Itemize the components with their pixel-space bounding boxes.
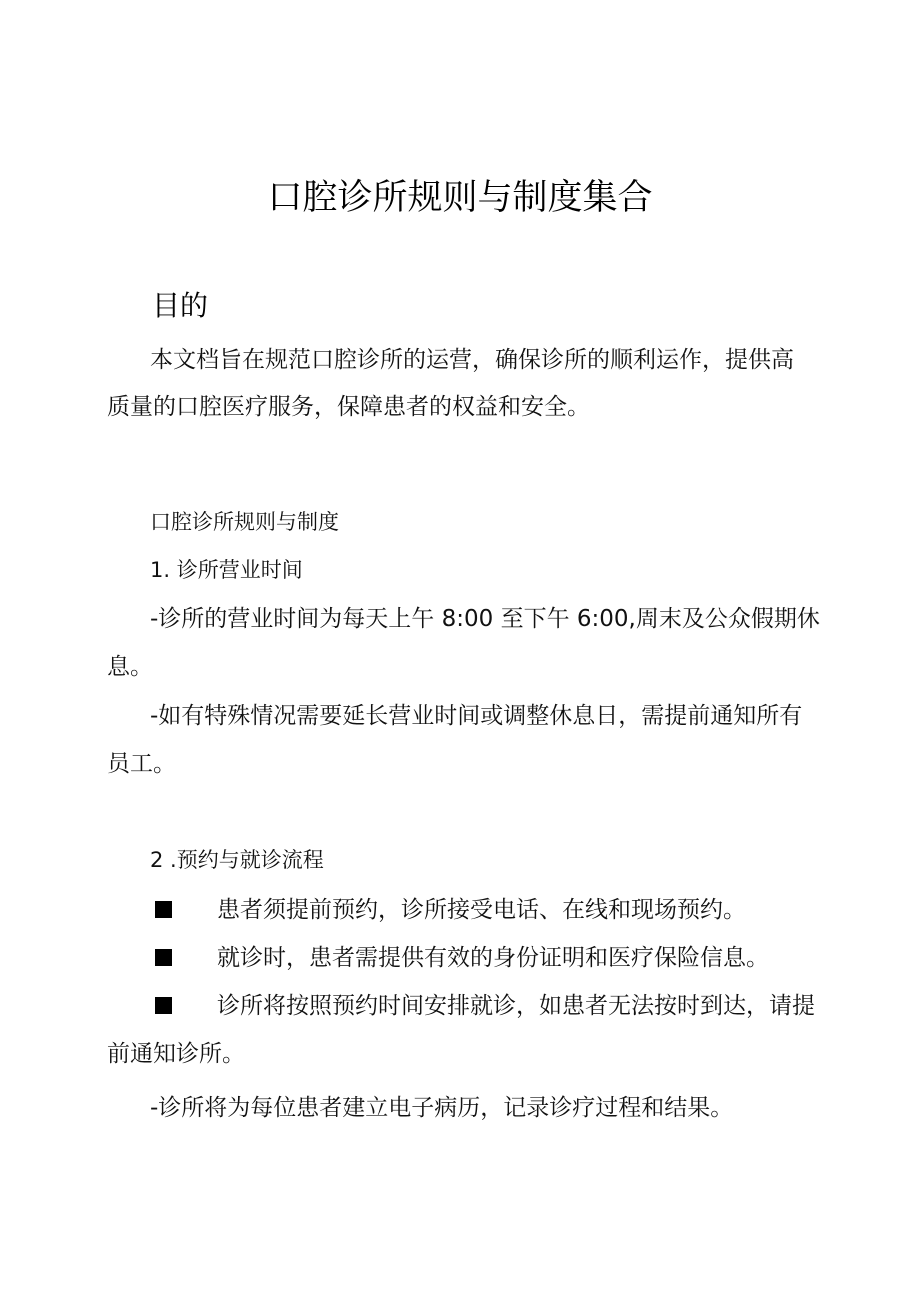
section2-bullet-2: 就诊时，患者需提供有效的身份证明和医疗保险信息。 [217,945,769,971]
section1-item1-line2: 息。 [107,654,153,680]
section-title: 口腔诊所规则与制度 [150,510,339,534]
purpose-heading: 目的 [152,289,209,322]
section2-bullet-3-cont: 前通知诊所。 [107,1041,245,1067]
bullet-square-icon [155,901,172,918]
section1-item1-line1: -诊所的营业时间为每天上午 8:00 至下午 6:00,周末及公众假期休 [150,606,820,632]
bullet-square-icon [155,949,172,966]
purpose-line-1: 本文档旨在规范口腔诊所的运营，确保诊所的顺利运作，提供高 [150,347,794,373]
section2-heading: 2 .预约与就诊流程 [150,848,324,872]
section2-bullet-3: 诊所将按照预约时间安排就诊，如患者无法按时到达，请提 [217,993,815,1019]
section1-heading: 1. 诊所营业时间 [150,558,303,582]
section1-item2-line1: -如有特殊情况需要延长营业时间或调整休息日，需提前通知所有 [150,703,803,729]
bullet-square-icon [155,997,172,1014]
document-title: 口腔诊所规则与制度集合 [267,178,653,218]
purpose-line-2: 质量的口腔医疗服务，保障患者的权益和安全。 [107,394,590,420]
section2-bullet-1: 患者须提前预约，诊所接受电话、在线和现场预约。 [217,897,746,923]
section2-item: -诊所将为每位患者建立电子病历，记录诊疗过程和结果。 [150,1095,734,1121]
section1-item2-line2: 员工。 [107,751,176,777]
